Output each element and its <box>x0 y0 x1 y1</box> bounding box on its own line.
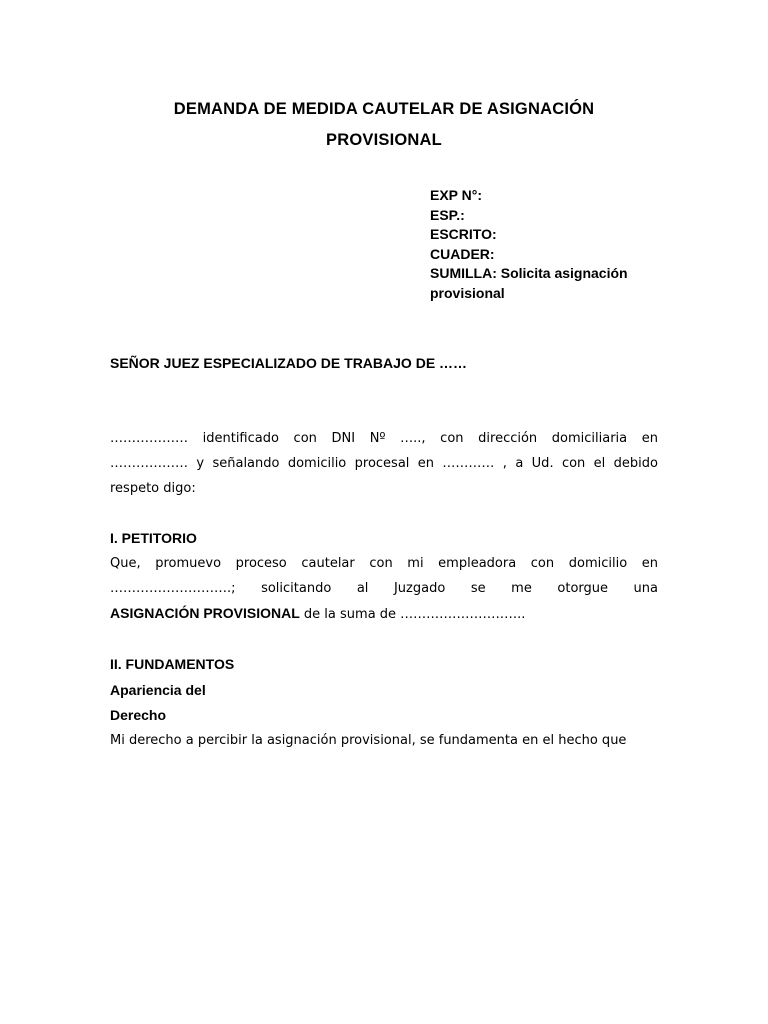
fundamentos-heading: II. FUNDAMENTOS <box>110 656 235 672</box>
intro-line-2: ……………… y señalando domicilio procesal en ………… , a Ud. con el debido <box>110 456 658 471</box>
fundamentos-line-1: Mi derecho a percibir la asignación provisional, se fundamenta en el hecho que <box>110 733 627 748</box>
apariencia-subheading-line-1: Apariencia del <box>110 682 206 698</box>
document-title-line-2: PROVISIONAL <box>326 131 442 149</box>
addressee-line: SEÑOR JUEZ ESPECIALIZADO DE TRABAJO DE …… <box>110 355 468 371</box>
esp-label: ESP.: <box>430 206 465 223</box>
document-title-line-1: DEMANDA DE MEDIDA CAUTELAR DE ASIGNACIÓN <box>173 100 595 118</box>
intro-line-3: respeto digo: <box>110 481 196 496</box>
escrito-label: ESCRITO: <box>430 226 497 242</box>
intro-line-1: ……………… identificado con DNI Nº ….., con dirección domiciliaria en <box>110 431 658 446</box>
petitorio-line-3-rest: de la suma de ……………………….. <box>299 607 526 622</box>
case-metadata-block <box>430 186 670 303</box>
petitorio-line-2: ……………………….; solicitando al Juzgado se me otorgue una <box>110 581 658 596</box>
petitorio-line-3 <box>110 601 658 627</box>
cuader-label: CUADER: <box>430 245 495 262</box>
apariencia-subheading-line-2: Derecho <box>110 707 167 723</box>
asignacion-provisional-emphasis: ASIGNACIÓN PROVISIONAL <box>110 605 300 621</box>
petitorio-heading: I. PETITORIO <box>110 530 197 546</box>
petitorio-line-1: Que, promuevo proceso cautelar con mi empleadora con domicilio en <box>110 556 658 571</box>
intro-paragraph <box>110 426 658 501</box>
fundamentos-paragraph <box>110 728 658 753</box>
exp-number-label: EXP N°: <box>430 187 483 203</box>
petitorio-paragraph <box>110 551 658 627</box>
sumilla-line-1: SUMILLA: Solicita asignación <box>430 265 628 281</box>
sumilla-line-2: provisional <box>430 284 505 301</box>
